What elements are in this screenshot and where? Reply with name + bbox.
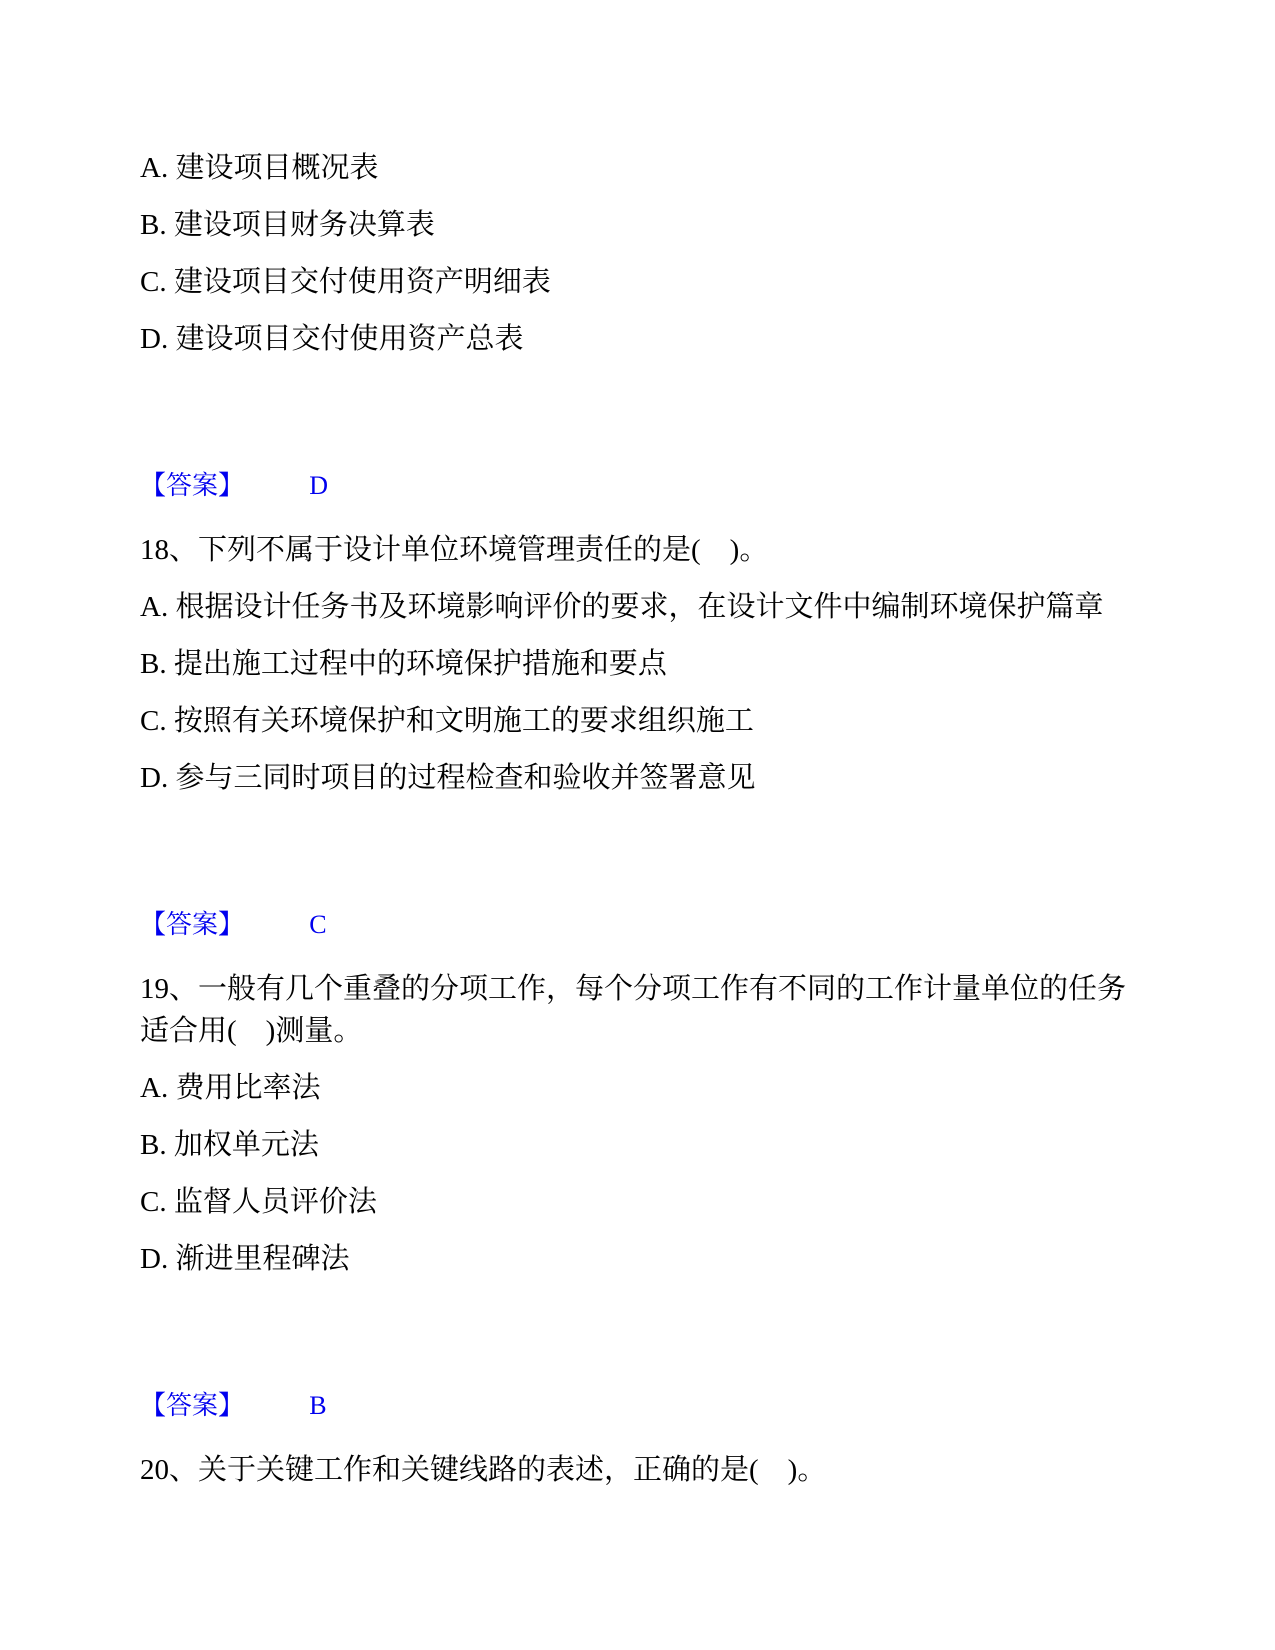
question-18-option-c: C. 按照有关环境保护和文明施工的要求组织施工 — [140, 705, 754, 737]
question-18-option-b: B. 提出施工过程中的环境保护措施和要点 — [140, 648, 667, 680]
prev-question-answer-line — [140, 464, 1130, 507]
question-19-answer-value: B — [309, 1391, 327, 1420]
question-18-answer-value: C — [309, 910, 327, 939]
prev-question-option-a: A. 建设项目概况表 — [140, 152, 379, 184]
answer-label: 【答案】 — [140, 471, 245, 500]
question-19-option-b: B. 加权单元法 — [140, 1129, 319, 1161]
prev-question-answer-value: D — [309, 471, 329, 500]
question-18-answer-line — [140, 903, 1130, 946]
question-19-option-a: A. 费用比率法 — [140, 1072, 321, 1104]
question-18-option-d: D. 参与三同时项目的过程检查和验收并签署意见 — [140, 762, 756, 794]
prev-question-option-d: D. 建设项目交付使用资产总表 — [140, 323, 524, 355]
prev-question-option-b: B. 建设项目财务决算表 — [140, 209, 435, 241]
answer-label: 【答案】 — [140, 910, 245, 939]
question-18-option-a: A. 根据设计任务书及环境影响评价的要求，在设计文件中编制环境保护篇章 — [140, 591, 1104, 623]
question-19-option-c: C. 监督人员评价法 — [140, 1186, 377, 1218]
question-18-text: 18、下列不属于设计单位环境管理责任的是( )。 — [140, 534, 769, 566]
question-19-option-d: D. 渐进里程碑法 — [140, 1243, 350, 1275]
answer-label: 【答案】 — [140, 1391, 245, 1420]
prev-question-option-c: C. 建设项目交付使用资产明细表 — [140, 266, 551, 298]
question-20-text: 20、关于关键工作和关键线路的表述，正确的是( )。 — [140, 1454, 827, 1486]
question-19-text: 19、一般有几个重叠的分项工作，每个分项工作有不同的工作计量单位的任务适合用( )测量。 — [140, 973, 1127, 1047]
question-19-answer-line — [140, 1384, 1130, 1427]
